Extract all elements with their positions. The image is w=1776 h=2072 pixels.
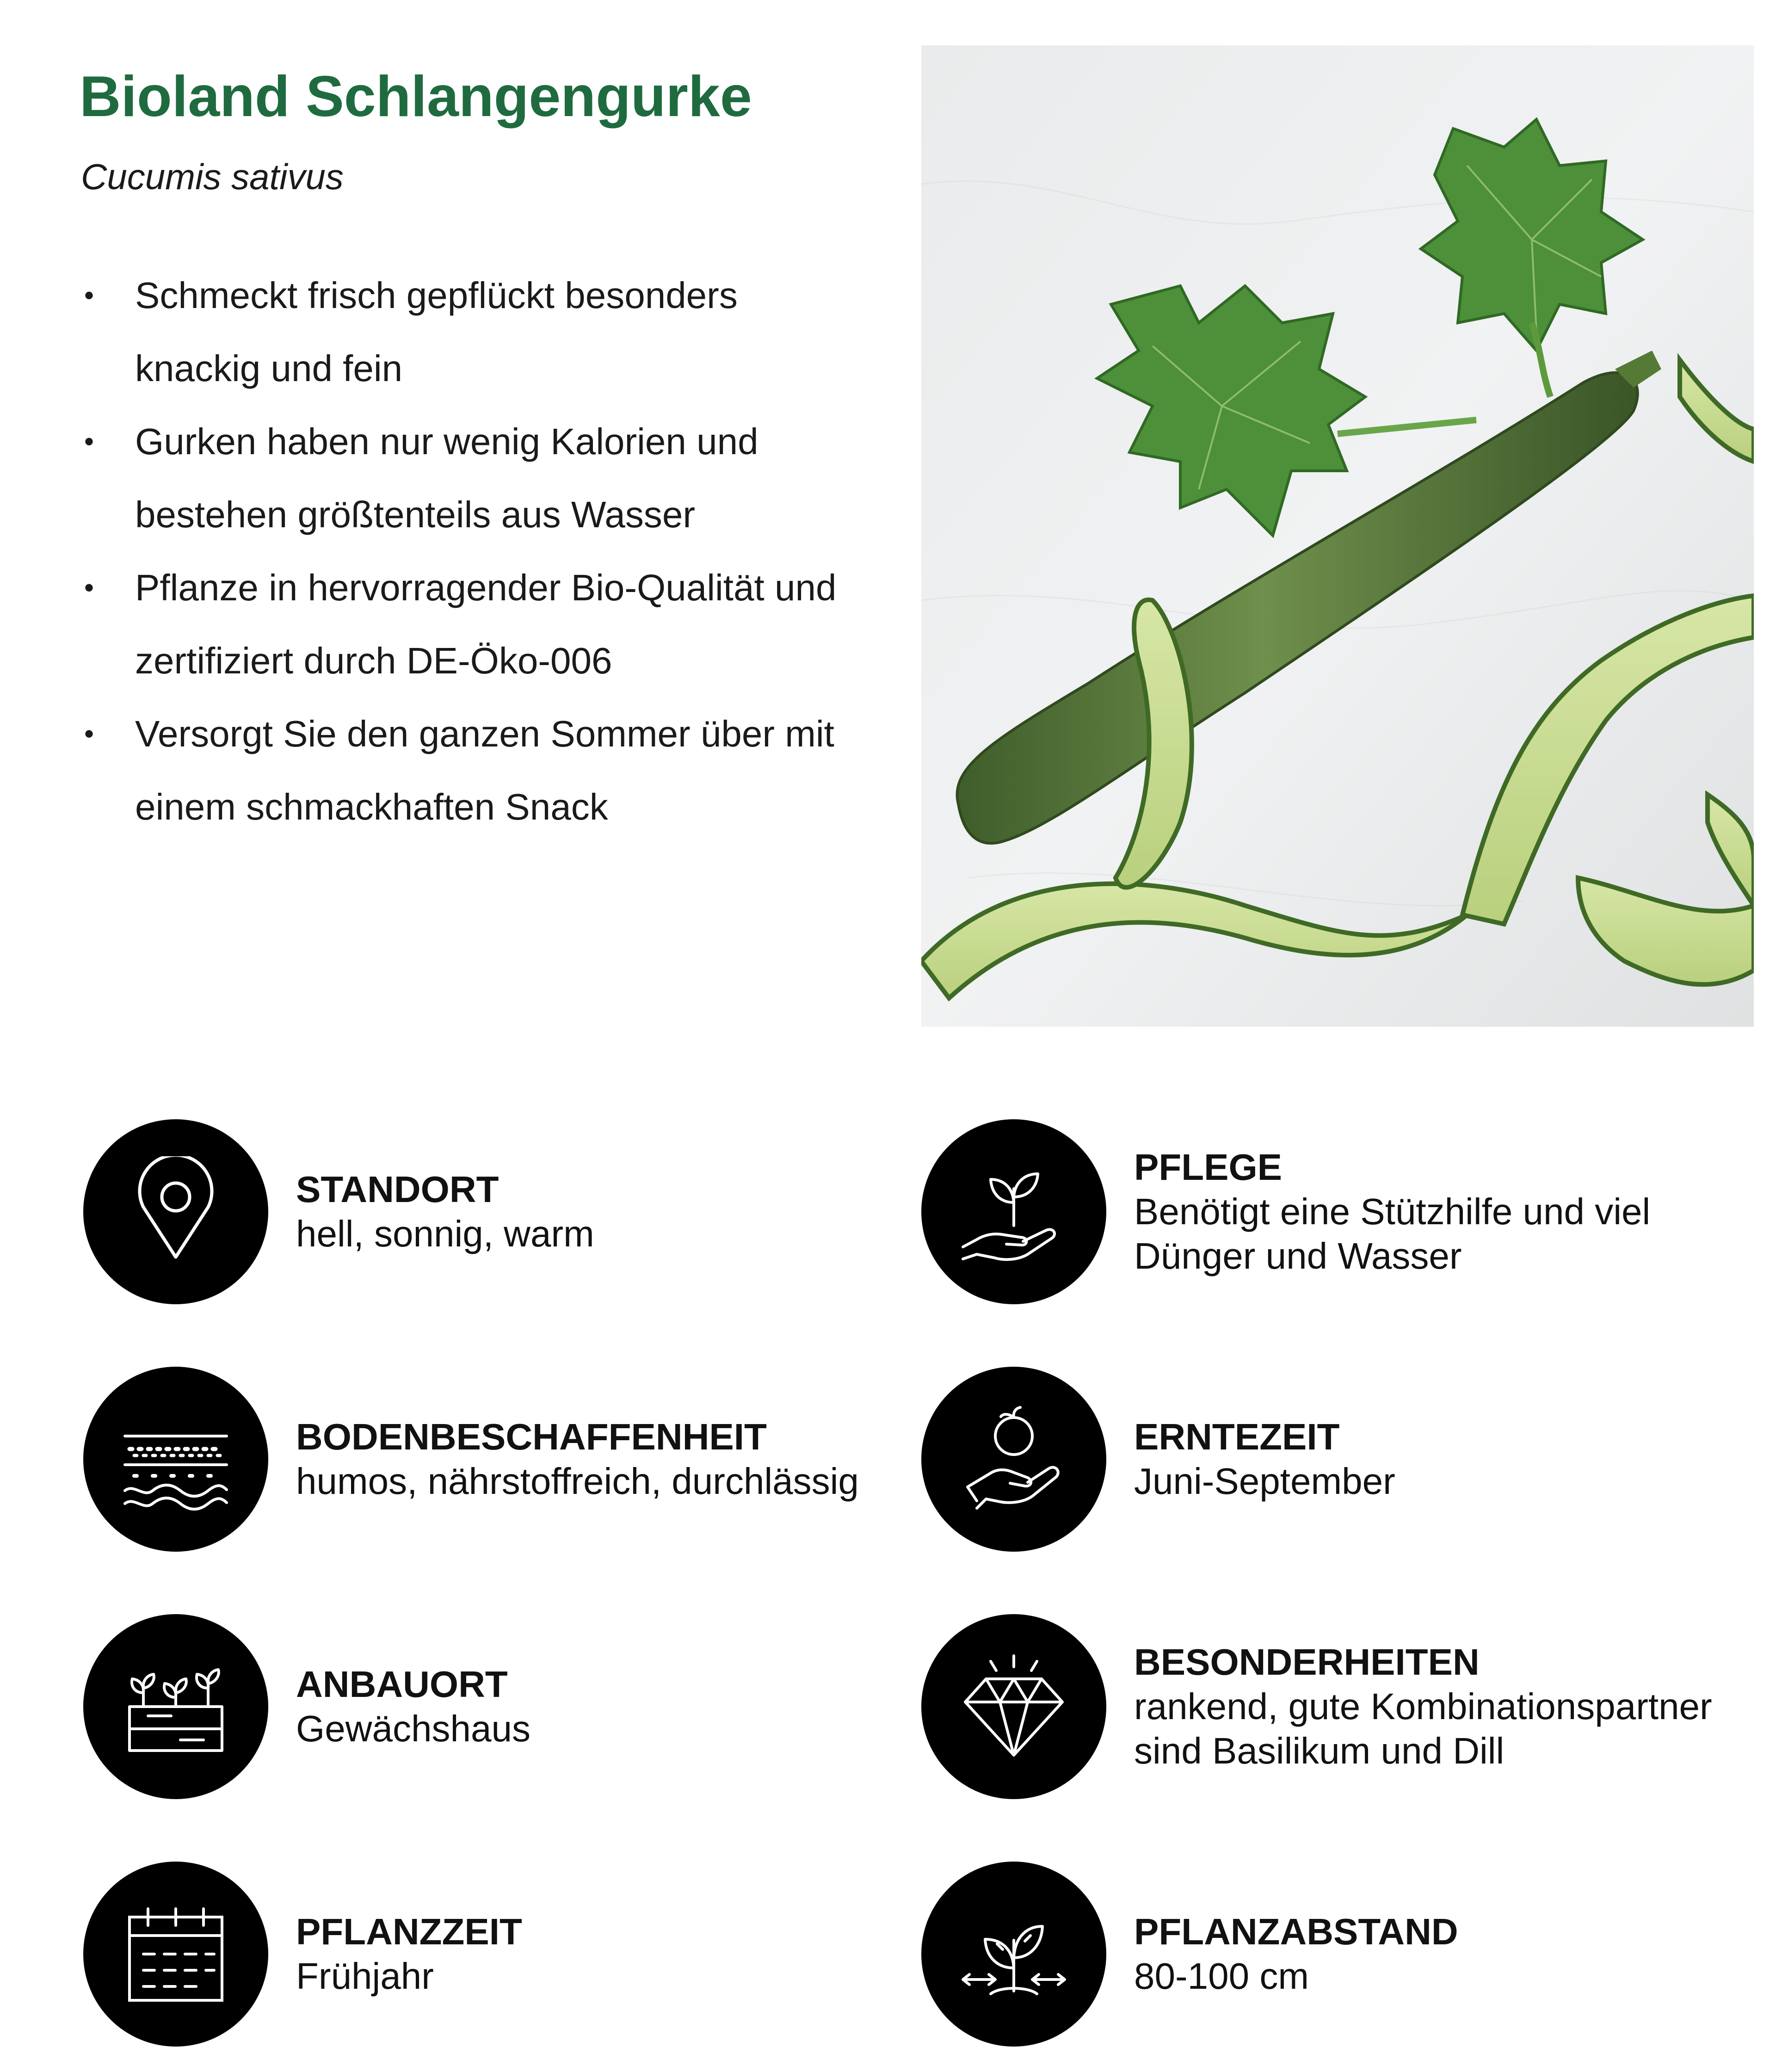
feature-label: PFLANZABSTAND	[1134, 1911, 1458, 1952]
list-item	[80, 551, 857, 697]
bullet-dot: •	[84, 280, 94, 311]
icon-circle	[921, 1614, 1106, 1799]
feature-pflanzzeit	[83, 1862, 906, 2047]
soil-layers-icon	[120, 1404, 231, 1515]
list-item	[80, 259, 857, 405]
feature-value: Gewächshaus	[296, 1708, 530, 1749]
bullet-text: Pflanze in hervorragender Bio-Qualität und zertifiziert durch DE-Öko-006	[135, 567, 837, 681]
bullet-text: Versorgt Sie den ganzen Sommer über mit einem schmackhaften Snack	[135, 713, 834, 827]
planter-box-icon	[120, 1651, 231, 1762]
hand-fruit-icon	[958, 1404, 1069, 1515]
bullet-dot: •	[84, 572, 94, 603]
icon-circle	[921, 1367, 1106, 1552]
plant-spacing-icon	[958, 1899, 1069, 2010]
bullet-text: Schmeckt frisch gepflückt besonders knackig und fein	[135, 275, 738, 389]
list-item	[80, 405, 857, 551]
feature-standort	[83, 1119, 906, 1304]
feature-erntezeit	[921, 1367, 1745, 1552]
feature-value: Juni-September	[1134, 1461, 1395, 1502]
icon-circle	[921, 1119, 1106, 1304]
icon-circle	[83, 1119, 268, 1304]
calendar-icon	[120, 1899, 231, 2010]
diamond-icon	[958, 1651, 1069, 1762]
feature-value: rankend, gute Kombinationspartner sind Basilikum und Dill	[1134, 1686, 1712, 1771]
bullet-dot: •	[84, 426, 94, 457]
feature-label: ANBAUORT	[296, 1664, 508, 1705]
bullet-dot: •	[84, 718, 94, 749]
icon-circle	[83, 1367, 268, 1552]
feature-label: BESONDERHEITEN	[1134, 1641, 1480, 1683]
product-title: Bioland Schlangengurke	[80, 65, 752, 129]
list-item	[80, 697, 857, 844]
feature-label: PFLEGE	[1134, 1147, 1283, 1188]
latin-name: Cucumis sativus	[81, 156, 344, 197]
hand-seedling-icon	[958, 1156, 1069, 1267]
feature-value: Benötigt eine Stützhilfe und viel Dünger und Wasser	[1134, 1191, 1651, 1276]
feature-besonderheiten	[921, 1614, 1745, 1799]
feature-bodenbeschaffenheit	[83, 1367, 906, 1552]
feature-label: STANDORT	[296, 1169, 499, 1210]
feature-value: 80-100 cm	[1134, 1955, 1309, 1997]
feature-label: PFLANZZEIT	[296, 1911, 522, 1952]
feature-value: hell, sonnig, warm	[296, 1213, 594, 1254]
feature-pflege	[921, 1119, 1745, 1304]
feature-value: Frühjahr	[296, 1955, 434, 1997]
icon-circle	[921, 1862, 1106, 2047]
feature-pflanzabstand	[921, 1862, 1745, 2047]
feature-label: BODENBESCHAFFENHEIT	[296, 1416, 767, 1457]
feature-value: humos, nährstoffreich, durchlässig	[296, 1461, 859, 1502]
icon-circle	[83, 1614, 268, 1799]
icon-circle	[83, 1862, 268, 2047]
feature-label: ERNTEZEIT	[1134, 1416, 1340, 1457]
location-pin-icon	[120, 1156, 231, 1267]
benefits-list	[80, 259, 857, 844]
bullet-text: Gurken haben nur wenig Kalorien und bestehen größtenteils aus Wasser	[135, 421, 758, 535]
feature-anbauort	[83, 1614, 906, 1799]
product-photo	[921, 45, 1754, 1027]
